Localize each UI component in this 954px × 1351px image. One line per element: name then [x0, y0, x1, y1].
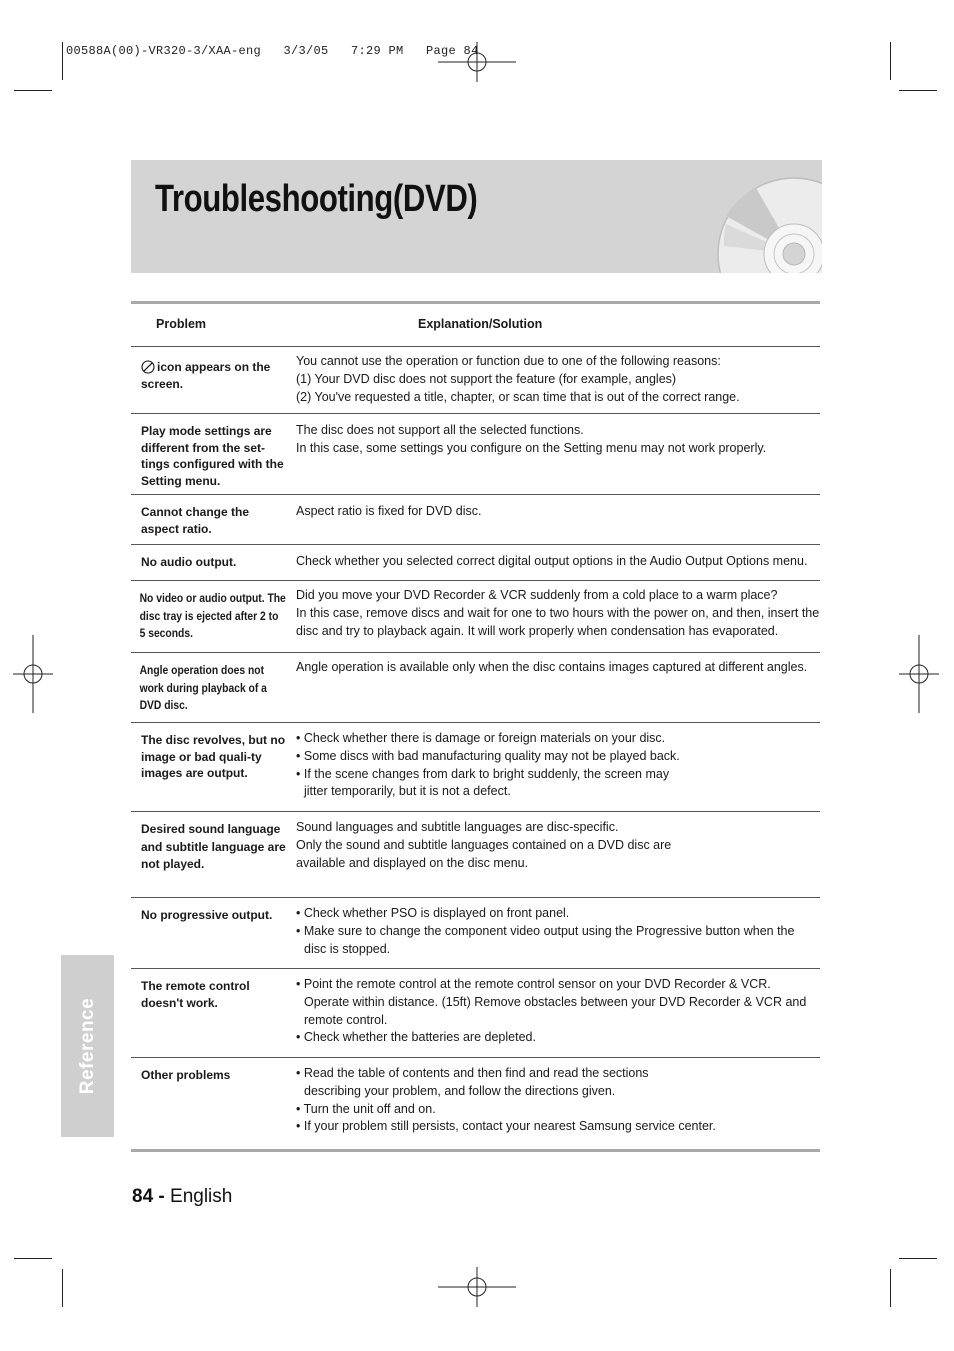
solution-cell [286, 347, 820, 413]
list-item: • Check whether the batteries are depleted. [296, 1029, 820, 1047]
list-item: • Check whether PSO is displayed on front panel. [296, 905, 820, 923]
table-row [131, 898, 820, 969]
bullet-list [296, 976, 820, 1047]
list-item: • Read the table of contents and then find and read the sections describing your problem, and follow the directions given. [296, 1065, 679, 1101]
solution-text: In this case, some settings you configure on the Setting menu may not work properly. [296, 440, 767, 455]
table-row [131, 653, 820, 723]
solution-text: Sound languages and subtitle languages are disc-specific. [296, 820, 619, 834]
registration-mark-icon [899, 635, 939, 713]
bullet-list [296, 905, 820, 958]
bullet-list [296, 730, 820, 801]
solution-text: Check whether you selected correct digital output options in the Audio Output Options menu. [296, 554, 808, 568]
prohibited-icon [141, 360, 155, 374]
problem-cell: Play mode settings are different from the set-tings configured with the Setting menu. [141, 424, 284, 488]
table-row [131, 495, 820, 545]
crop-mark [14, 1258, 52, 1259]
crop-mark [890, 42, 891, 80]
list-item: • Some discs with bad manufacturing quality may not be played back. [296, 748, 820, 766]
solution-text: Did you move your DVD Recorder & VCR suddenly from a cold place to a warm place? [296, 588, 778, 602]
header-problem: Problem [156, 317, 207, 331]
crop-mark [899, 90, 937, 91]
title-band [131, 160, 822, 273]
section-side-tab [61, 955, 114, 1137]
problem-cell: Angle operation does not work during playback of a DVD disc. [139, 663, 267, 712]
list-item: • If your problem still persists, contact your nearest Samsung service center. [296, 1118, 820, 1136]
table-row [131, 545, 820, 581]
crop-mark [890, 1269, 891, 1307]
solution-cell [286, 545, 820, 580]
registration-mark-icon [438, 42, 516, 82]
solution-text: (1) Your DVD disc does not support the feature (for example, angles) [296, 371, 677, 386]
problem-cell: No audio output. [141, 555, 237, 569]
solution-cell [286, 898, 820, 968]
table-row [131, 812, 820, 898]
solution-cell [286, 723, 820, 811]
solution-cell [286, 969, 820, 1057]
crop-mark [14, 90, 52, 91]
table-row [131, 969, 820, 1058]
list-item: • Make sure to change the component video output using the Progressive button when the disc is stopped. [296, 923, 820, 959]
solution-text: Only the sound and subtitle languages contained on a DVD disc are available and displayed on the disc menu. [296, 837, 672, 870]
list-item: • If the scene changes from dark to bright suddenly, the screen may jitter temporarily, but it is not a defect. [296, 766, 674, 802]
print-header: 00588A(00)-VR320-3/XAA-eng 3/3/05 7:29 PM Page 84 [66, 44, 479, 58]
solution-text: (2) You've requested a title, chapter, or scan time that is out of the correct range. [296, 389, 740, 404]
bullet-list [296, 1065, 820, 1136]
table-row [131, 347, 820, 414]
solution-cell [286, 653, 820, 722]
problem-cell: No video or audio output. The disc tray is ejected after 2 to 5 seconds. [139, 591, 286, 640]
solution-cell [286, 414, 820, 494]
problem-cell: Desired sound language and subtitle language are not played. [141, 822, 286, 871]
problem-cell: Other problems [141, 1068, 231, 1082]
list-item: • Point the remote control at the remote control sensor on your DVD Recorder & VCR. Operate within distance. (15ft) Remove obstacles between your DVD Recorder & VCR and remote control. [296, 976, 809, 1029]
table-row [131, 1058, 820, 1148]
problem-cell [131, 347, 286, 413]
table-row [131, 414, 820, 495]
section-label: Reference [76, 997, 98, 1095]
header-solution: Explanation/Solution [418, 317, 543, 331]
page-footer [132, 1186, 232, 1208]
solution-text: You cannot use the operation or function due to one of the following reasons: [296, 354, 721, 368]
solution-cell [286, 1058, 820, 1148]
list-item: • Check whether there is damage or foreign materials on your disc. [296, 730, 820, 748]
registration-mark-icon [13, 635, 53, 713]
solution-text: In this case, remove discs and wait for one to two hours with the power on, and then, insert the disc and try to playback again. It will work properly when condensation has evaporated. [296, 605, 820, 638]
registration-mark-icon [438, 1267, 516, 1307]
troubleshooting-table [131, 301, 820, 1148]
list-item: • Turn the unit off and on. [296, 1101, 820, 1119]
solution-text: Aspect ratio is fixed for DVD disc. [296, 504, 482, 518]
table-row [131, 723, 820, 812]
solution-text: Angle operation is available only when the disc contains images captured at different angles. [296, 660, 808, 674]
page-number: 84 - [132, 1186, 165, 1207]
solution-text: The disc does not support all the selected functions. [296, 423, 584, 437]
page-title: Troubleshooting(DVD) [155, 178, 478, 220]
solution-cell [286, 581, 820, 652]
crop-mark [899, 1258, 937, 1259]
problem-cell: The remote control doesn't work. [141, 979, 250, 1010]
crop-mark [62, 42, 63, 80]
problem-cell: No progressive output. [141, 908, 273, 922]
problem-cell: The disc revolves, but no image or bad quali-ty images are output. [141, 733, 286, 780]
table-bottom-rule [131, 1149, 820, 1152]
solution-cell [286, 812, 820, 897]
problem-cell: Cannot change the aspect ratio. [141, 505, 250, 536]
dvd-disc-icon [716, 176, 822, 273]
table-row [131, 581, 820, 653]
table-header [131, 304, 820, 347]
problem-text: icon appears on the screen. [141, 360, 271, 391]
solution-cell [286, 495, 820, 544]
footer-language: English [170, 1186, 233, 1207]
crop-mark [62, 1269, 63, 1307]
